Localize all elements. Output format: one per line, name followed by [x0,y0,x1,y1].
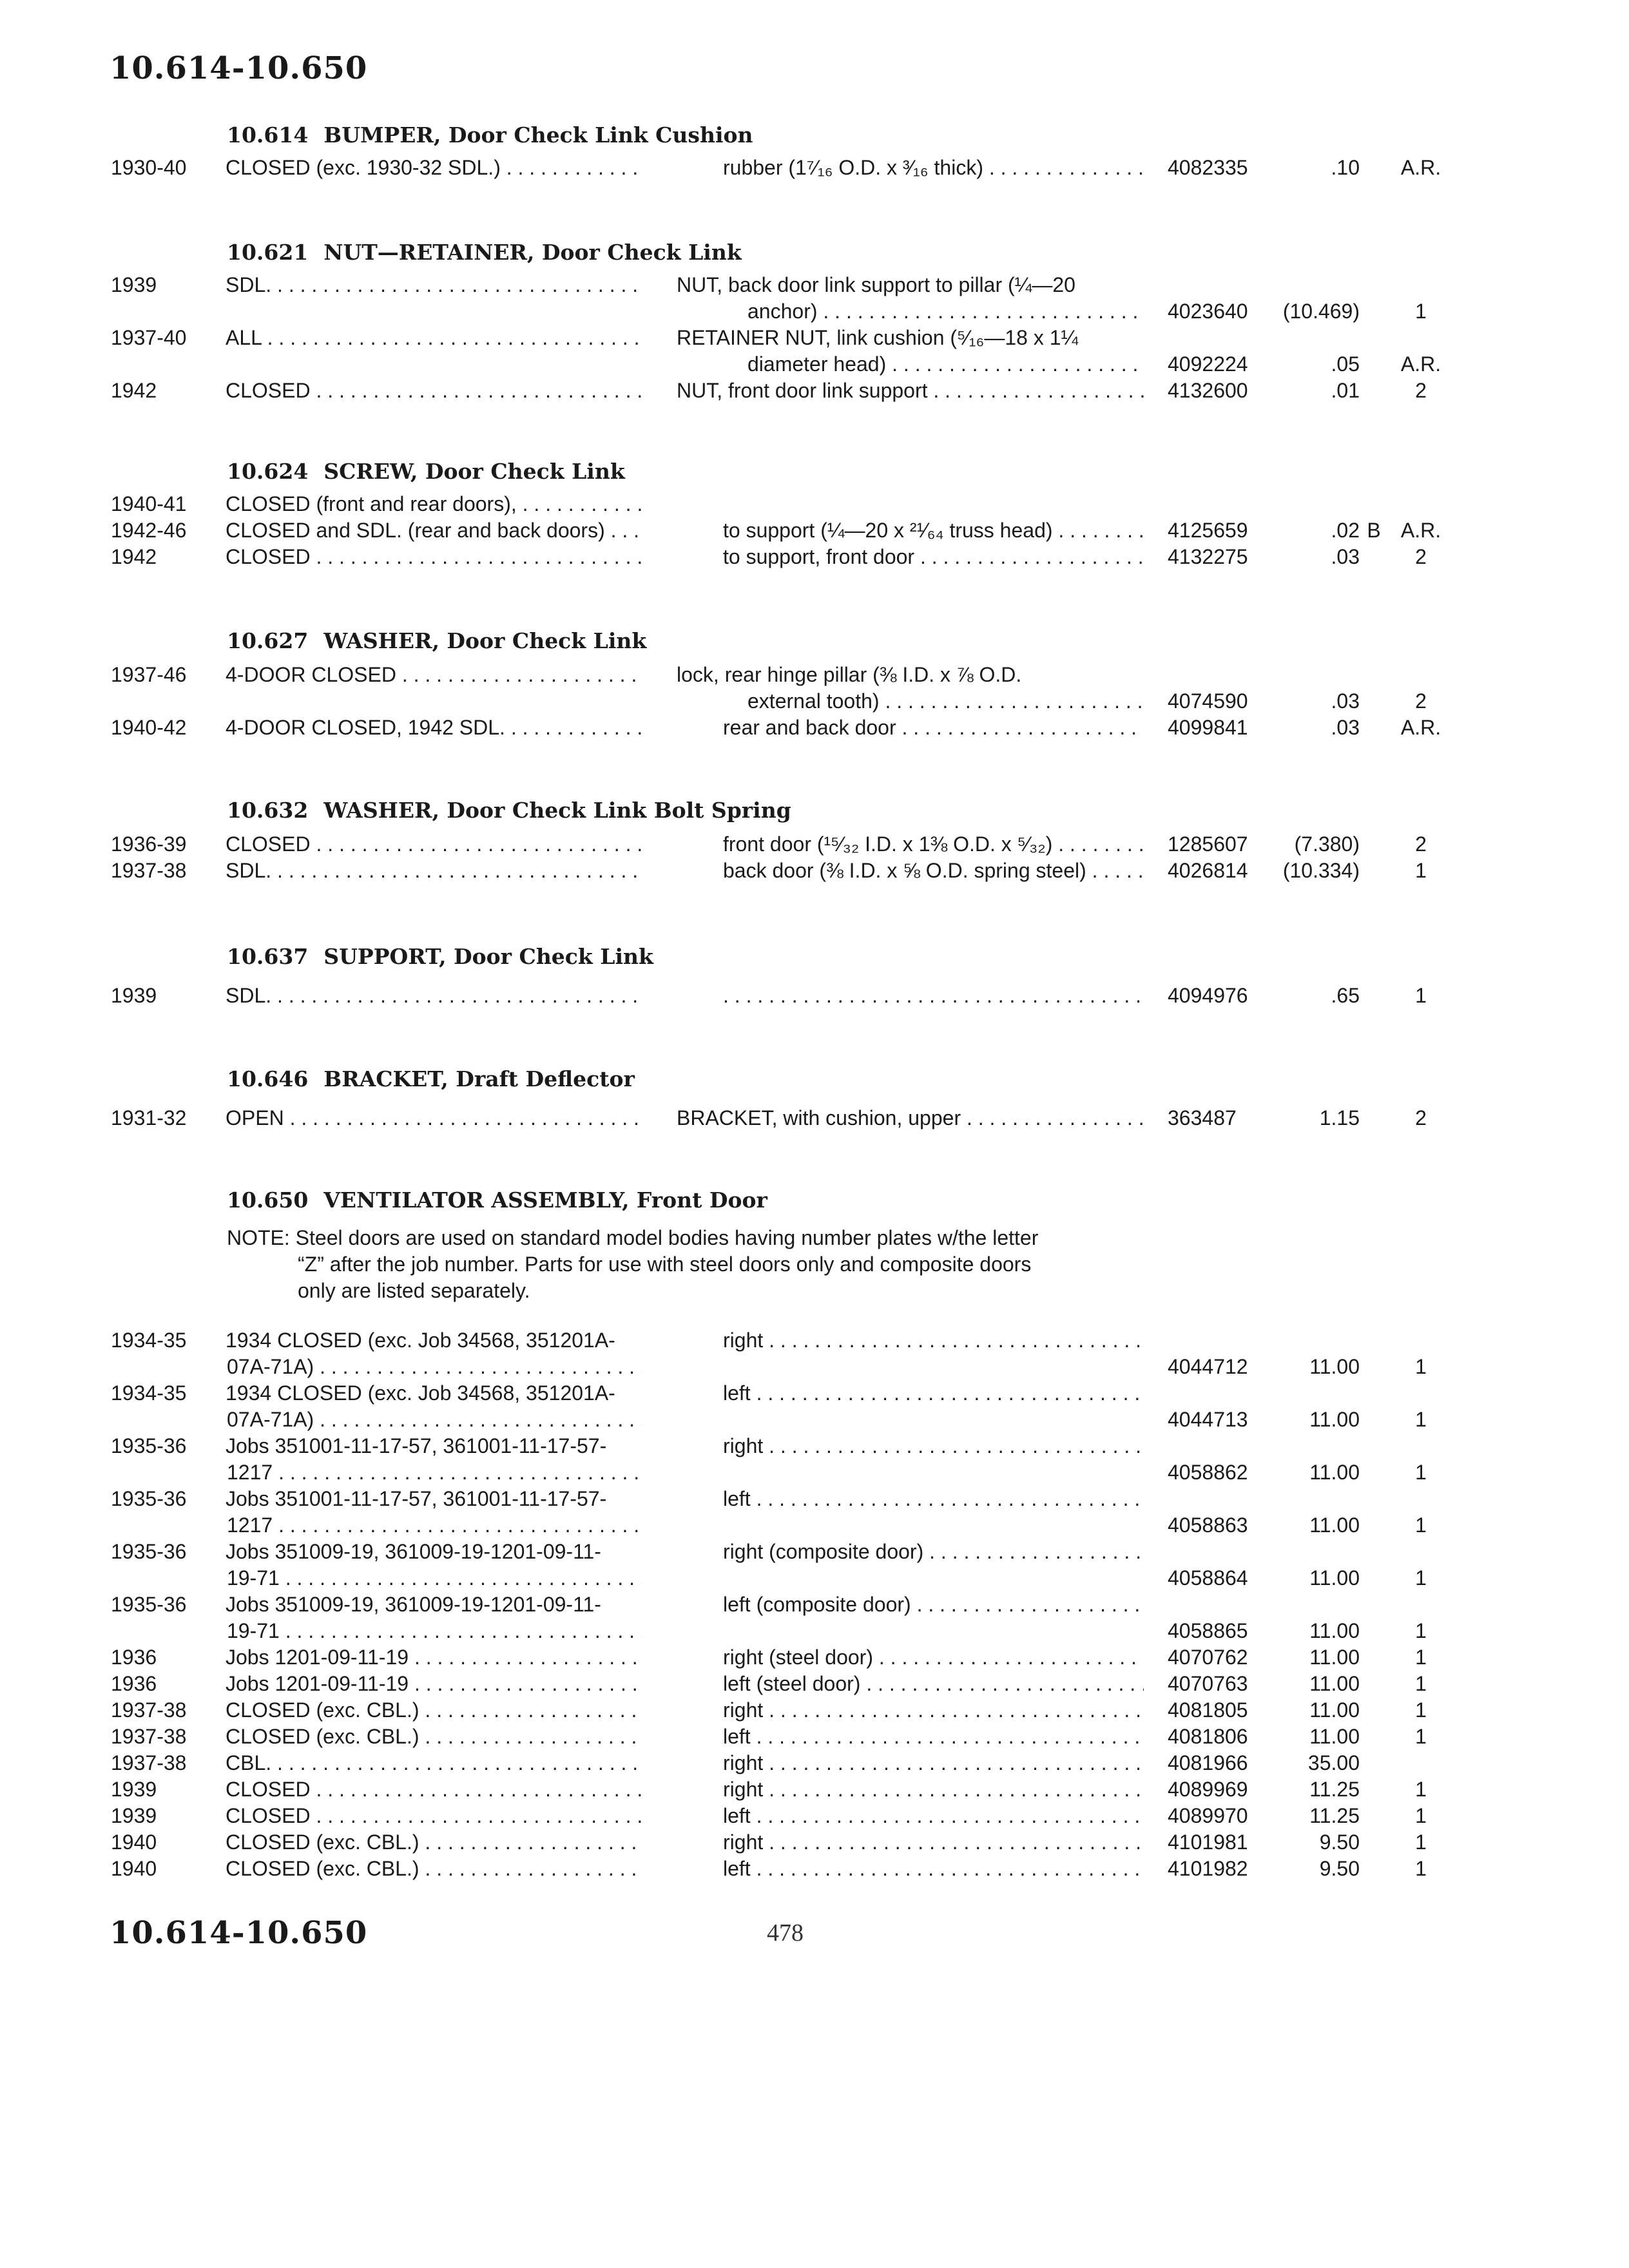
table-row [0,1105,1629,1131]
section-title [227,459,625,484]
year-range: 1937-38 [111,1725,187,1748]
part-number: 4101982 [1168,1857,1248,1880]
quantity: A.R. [1400,352,1441,376]
year-range: 1937-38 [111,1698,187,1722]
quantity: 1 [1415,1857,1427,1880]
section-name: WASHER, Door Check Link [323,628,647,653]
year-range: 1930-40 [111,156,187,179]
body-type-cont: 07A-71A) . . . [227,1407,642,1433]
price: 11.25 [1309,1804,1360,1827]
quantity: A.R. [1400,156,1441,179]
year-range: 1936-39 [111,832,187,856]
part-number: 4044712 [1168,1355,1248,1378]
quantity: 1 [1415,1698,1427,1722]
body-type-cont: 19-71 . . . [227,1565,642,1591]
table-row [0,155,1629,181]
part-number: 4026814 [1168,859,1248,882]
part-number: 4044713 [1168,1408,1248,1431]
body-type: SDL. . . . [226,858,641,884]
price: 11.00 [1309,1672,1360,1695]
table-row-continuation [0,1407,1629,1433]
year-range: 1939 [111,1804,157,1827]
part-description: rear and back door . . . [723,715,1144,741]
part-description: left (composite door) . . . [723,1591,1144,1618]
table-row [0,1380,1629,1407]
part-description: diameter head) . . . [747,351,1144,378]
year-range: 1937-46 [111,663,187,686]
price: 11.25 [1309,1778,1360,1801]
table-row [0,1697,1629,1724]
table-row [0,325,1629,351]
part-number: 4082335 [1168,156,1248,179]
price: .10 [1331,156,1360,179]
part-number: 363487 [1168,1106,1237,1129]
year-range: 1937-38 [111,859,187,882]
year-range: 1940 [111,1857,157,1880]
part-description: to support (¼—20 x ²¹⁄₆₄ truss head) . . . [723,517,1144,544]
table-row [0,1671,1629,1697]
year-range: 1940 [111,1831,157,1854]
section-name: BUMPER, Door Check Link Cushion [323,122,753,148]
quantity: 2 [1415,689,1427,713]
body-type: Jobs 351001-11-17-57, 361001-11-17-57- [226,1487,607,1510]
part-number: 4081806 [1168,1725,1248,1748]
quantity: 1 [1415,1461,1427,1484]
part-description: right (composite door) . . . [723,1539,1144,1565]
price: 11.00 [1309,1566,1360,1590]
section-note [227,1225,1148,1304]
quantity: 1 [1415,1566,1427,1590]
price: (10.469) [1282,300,1360,323]
section-number: 10.632 [227,798,309,823]
part-description: rubber (1⁷⁄₁₆ O.D. x ³⁄₁₆ thick) . . . [723,155,1144,181]
body-type: OPEN . . . [226,1105,641,1131]
part-number: 4070762 [1168,1646,1248,1669]
table-row [0,378,1629,404]
table-row [0,662,1629,688]
note-line: NOTE: Steel doors are used on standard model bodies having number plates w/the letter [227,1226,1039,1249]
section-name: WASHER, Door Check Link Bolt Spring [323,798,791,823]
section-title [227,240,742,265]
body-type: CLOSED (exc. 1930-32 SDL.) . . . [226,155,641,181]
price: (7.380) [1294,832,1360,856]
body-type: CLOSED (exc. CBL.) . . . [226,1697,641,1724]
section-name: SUPPORT, Door Check Link [323,944,653,969]
body-type: Jobs 1201-09-11-19 . . . [226,1644,641,1671]
body-type: CBL. . . . [226,1750,641,1776]
part-description: to support, front door . . . [723,544,1144,570]
body-type: CLOSED . . . [226,1776,641,1803]
price: 1.15 [1319,1106,1360,1129]
table-row-continuation [0,1565,1629,1591]
body-type: SDL. . . . [226,272,641,298]
quantity: 2 [1415,1106,1427,1129]
table-row [0,1486,1629,1512]
note-line: only are listed separately. [298,1279,530,1302]
part-description: back door (⅜ I.D. x ⅝ O.D. spring steel) . . . [723,858,1144,884]
table-row-continuation [0,298,1629,325]
body-type: 1934 CLOSED (exc. Job 34568, 351201A- [226,1381,615,1405]
body-type: CLOSED and SDL. (rear and back doors) . . . [226,517,641,544]
part-number: 4074590 [1168,689,1248,713]
body-type: CLOSED . . . [226,544,641,570]
body-type: ALL . . . [226,325,641,351]
price: 11.00 [1309,1725,1360,1748]
quantity: 2 [1415,832,1427,856]
year-range: 1939 [111,984,157,1007]
table-row [0,1724,1629,1750]
year-range: 1942 [111,379,157,402]
part-description: right . . . [723,1750,1144,1776]
year-range: 1936 [111,1672,157,1695]
year-range: 1937-40 [111,326,187,349]
quantity: 1 [1415,1355,1427,1378]
part-description: right . . . [723,1829,1144,1856]
year-range: 1939 [111,1778,157,1801]
table-row [0,983,1629,1009]
part-number: 4058864 [1168,1566,1248,1590]
part-number: 4089969 [1168,1778,1248,1801]
part-description: left (steel door) . . . [723,1671,1144,1697]
table-row [0,272,1629,298]
section-title [227,122,753,148]
year-range: 1940-42 [111,716,187,739]
quantity: 1 [1415,1778,1427,1801]
price: 9.50 [1319,1831,1360,1854]
part-number: 4058862 [1168,1461,1248,1484]
quantity: 1 [1415,1514,1427,1537]
table-row [0,1829,1629,1856]
part-description: BRACKET, with cushion, upper . . . [677,1105,1144,1131]
section-title [227,1187,767,1213]
price: 11.00 [1309,1619,1360,1642]
price: .05 [1331,352,1360,376]
part-description: left . . . [723,1724,1144,1750]
table-row-continuation [0,1618,1629,1644]
body-type: Jobs 351009-19, 361009-19-1201-09-11- [226,1540,601,1563]
table-row [0,715,1629,741]
part-number: 4058863 [1168,1514,1248,1537]
year-range: 1935-36 [111,1540,187,1563]
quantity: 1 [1415,1831,1427,1854]
table-row [0,1644,1629,1671]
table-row [0,1327,1629,1354]
part-number: 4125659 [1168,519,1248,542]
year-range: 1935-36 [111,1487,187,1510]
body-type-cont: 1217 . . . [227,1459,642,1486]
section-name: BRACKET, Draft Deflector [323,1066,635,1091]
part-description: left . . . [723,1856,1144,1882]
table-row [0,1803,1629,1829]
body-type: 1934 CLOSED (exc. Job 34568, 351201A- [226,1329,615,1352]
quantity: 1 [1415,1646,1427,1669]
quantity: 1 [1415,1672,1427,1695]
quantity: 1 [1415,1619,1427,1642]
section-number: 10.646 [227,1066,309,1091]
section-title [227,798,791,823]
part-description: left . . . [723,1803,1144,1829]
body-type-cont: 19-71 . . . [227,1618,642,1644]
quantity: 1 [1415,1725,1427,1748]
part-number: 4094976 [1168,984,1248,1007]
part-description: lock, rear hinge pillar (⅜ I.D. x ⅞ O.D. [677,663,1022,686]
table-row-continuation [0,1512,1629,1539]
year-range: 1940-41 [111,492,187,515]
body-type-cont: 07A-71A) . . . [227,1354,642,1380]
part-description: NUT, front door link support . . . [677,378,1144,404]
table-row [0,1750,1629,1776]
part-description: right (steel door) . . . [723,1644,1144,1671]
table-row [0,1591,1629,1618]
table-row-continuation [0,1354,1629,1380]
part-number: 4132275 [1168,545,1248,568]
part-number: 4081966 [1168,1751,1248,1774]
page-number: 478 [767,1919,804,1946]
table-row [0,858,1629,884]
body-type: CLOSED (exc. CBL.) . . . [226,1829,641,1856]
part-number: 4058865 [1168,1619,1248,1642]
year-range: 1942 [111,545,157,568]
year-range: 1939 [111,273,157,296]
year-range: 1937-38 [111,1751,187,1774]
quantity: 2 [1415,545,1427,568]
quantity: 1 [1415,1408,1427,1431]
price: 11.00 [1309,1408,1360,1431]
table-row-continuation [0,688,1629,715]
year-range: 1931-32 [111,1106,187,1129]
part-number: 4081805 [1168,1698,1248,1722]
quantity: A.R. [1400,519,1441,542]
part-number: 1285607 [1168,832,1248,856]
section-name: SCREW, Door Check Link [323,459,625,484]
section-number: 10.614 [227,122,309,148]
table-row [0,491,1629,517]
part-description [723,983,1144,1009]
section-title [227,944,653,969]
body-type: Jobs 351001-11-17-57, 361001-11-17-57- [226,1434,607,1457]
year-range: 1936 [111,1646,157,1669]
table-row [0,1433,1629,1459]
section-number: 10.621 [227,240,309,265]
year-range: 1935-36 [111,1593,187,1616]
price: 9.50 [1319,1857,1360,1880]
section-number: 10.624 [227,459,309,484]
part-description: external tooth) . . . [747,688,1144,715]
table-row [0,1856,1629,1882]
price-flag: B [1367,519,1381,542]
part-description: NUT, back door link support to pillar (¼—20 [677,273,1075,296]
price: .01 [1331,379,1360,402]
price: 11.00 [1309,1355,1360,1378]
part-description: RETAINER NUT, link cushion (⁵⁄₁₆—18 x 1¼ [677,326,1079,349]
price: 11.00 [1309,1646,1360,1669]
body-type: CLOSED . . . [226,378,641,404]
year-range: 1942-46 [111,519,187,542]
price: (10.334) [1282,859,1360,882]
price: .03 [1331,545,1360,568]
section-number: 10.637 [227,944,309,969]
part-number: 4092224 [1168,352,1248,376]
table-row [0,1539,1629,1565]
section-name: NUT—RETAINER, Door Check Link [323,240,742,265]
part-description: anchor) . . . [747,298,1144,325]
body-type: SDL. . . . [226,983,641,1009]
part-description: right . . . [723,1776,1144,1803]
part-number: 4089970 [1168,1804,1248,1827]
price: .02 [1331,519,1360,542]
quantity: 1 [1415,859,1427,882]
note-line: “Z” after the job number. Parts for use with steel doors only and composite doors [298,1253,1032,1276]
part-description: right . . . [723,1697,1144,1724]
table-row-continuation [0,1459,1629,1486]
part-description: left . . . [723,1380,1144,1407]
part-description: left . . . [723,1486,1144,1512]
section-title [227,1066,635,1091]
part-number: 4070763 [1168,1672,1248,1695]
price: .65 [1331,984,1360,1007]
body-type: Jobs 351009-19, 361009-19-1201-09-11- [226,1593,601,1616]
part-number: 4101981 [1168,1831,1248,1854]
part-number: 4099841 [1168,716,1248,739]
quantity: 1 [1415,300,1427,323]
year-range: 1935-36 [111,1434,187,1457]
price: .03 [1331,689,1360,713]
table-row-continuation [0,351,1629,378]
table-row [0,544,1629,570]
price: 11.00 [1309,1514,1360,1537]
body-type: CLOSED (exc. CBL.) . . . [226,1856,641,1882]
body-type: 4-DOOR CLOSED . . . [226,662,641,688]
section-number: 10.650 [227,1187,309,1213]
body-type-cont: 1217 . . . [227,1512,642,1539]
table-row [0,831,1629,858]
price: 11.00 [1309,1461,1360,1484]
price: .03 [1331,716,1360,739]
table-row [0,517,1629,544]
page-header-range: 10.614-10.650 [110,50,368,86]
year-range: 1934-35 [111,1329,187,1352]
part-description: right . . . [723,1327,1144,1354]
body-type: CLOSED . . . [226,1803,641,1829]
part-description: right . . . [723,1433,1144,1459]
body-type: Jobs 1201-09-11-19 . . . [226,1671,641,1697]
table-row [0,1776,1629,1803]
section-title [227,628,646,653]
body-type: 4-DOOR CLOSED, 1942 SDL. . . . [226,715,641,741]
price: 11.00 [1309,1698,1360,1722]
body-type: CLOSED (exc. CBL.) . . . [226,1724,641,1750]
section-name: VENTILATOR ASSEMBLY, Front Door [323,1187,767,1213]
part-number: 4023640 [1168,300,1248,323]
quantity: 1 [1415,1804,1427,1827]
section-number: 10.627 [227,628,309,653]
price: 35.00 [1307,1751,1360,1774]
quantity: A.R. [1400,716,1441,739]
quantity: 2 [1415,379,1427,402]
body-type: CLOSED (front and rear doors), . . . [226,491,641,517]
year-range: 1934-35 [111,1381,187,1405]
body-type: CLOSED . . . [226,831,641,858]
part-number: 4132600 [1168,379,1248,402]
part-description: front door (¹⁵⁄₃₂ I.D. x 1⅜ O.D. x ⁵⁄₃₂) . . . [723,831,1144,858]
page-footer-range: 10.614-10.650 [110,1915,368,1951]
quantity: 1 [1415,984,1427,1007]
